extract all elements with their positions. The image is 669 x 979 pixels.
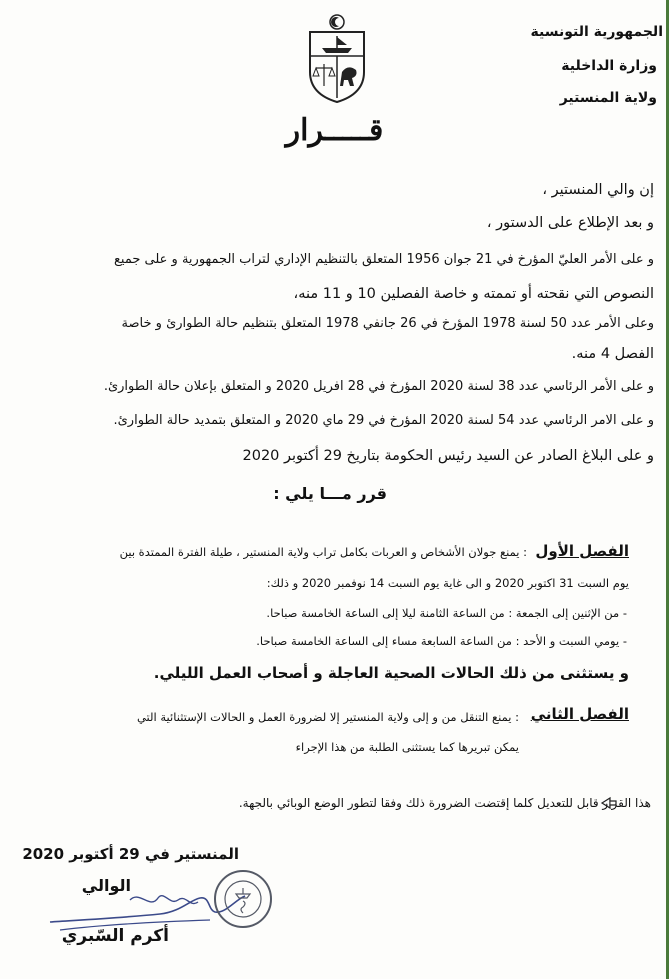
header-ministry: وزارة الداخلية <box>561 58 657 74</box>
preamble-line-3: و على الأمر العليّ المؤرخ في 21 جوان 1956 المتعلق بالتنظيم الإداري لتراب الجمهورية و على جميع <box>114 252 654 267</box>
official-stamp-icon <box>212 868 274 930</box>
article-1-exception: و يستثنى من ذلك الحالات الصحية العاجلة و أصحاب العمل الليلي. <box>153 664 629 682</box>
decree-title: قـــــرار <box>285 113 384 148</box>
header-governorate: ولاية المنستير <box>559 90 657 106</box>
article-1-line-1: : يمنع جولان الأشخاص و العربات بكامل تراب ولاية المنستير ، طيلة الفترة الممتدة بين <box>119 545 527 559</box>
preamble-line-6: الفصل 4 منه. <box>571 346 654 362</box>
article-1-line-3: - من الإثنين إلى الجمعة : من الساعة الثامنة ليلا إلى الساعة الخامسة صباحا. <box>266 606 627 620</box>
pointing-hand-icon <box>600 795 618 811</box>
signature-name: أكرم السّبري <box>61 926 169 946</box>
article-2-line-2: يمكن تبريرها كما يستثنى الطلبة من هذا الإجراء <box>295 740 519 754</box>
decides-heading: قرر مـــا يلي : <box>273 484 387 503</box>
article-1-line-4: - يومي السبت و الأحد : من الساعة السابعة مساء إلى الساعة الخامسة صباحا. <box>256 634 627 648</box>
date-place-line: المنستير في 29 أكتوبر 2020 <box>22 845 239 863</box>
preamble-line-7: و على الأمر الرئاسي عدد 38 لسنة 2020 المؤرخ في 28 افريل 2020 و المتعلق بإعلان حالة الطوارئ. <box>103 379 654 394</box>
preamble-line-4: النصوص التي نقحته أو تممته و خاصة الفصلين 10 و 11 منه، <box>293 286 654 302</box>
signature-role: الوالي <box>81 876 131 895</box>
article-2-label: الفصل الثاني <box>530 705 629 723</box>
tunisia-coat-of-arms-icon <box>302 12 372 104</box>
preamble-line-1: إن والي المنستير ، <box>542 182 654 198</box>
article-2-line-1: : يمنع التنقل من و إلى ولاية المنستير إلا لضرورة العمل و الحالات الإستثنائية التي <box>136 710 519 724</box>
preamble-line-2: و بعد الإطلاع على الدستور ، <box>486 215 654 231</box>
preamble-line-5: وعلى الأمر عدد 50 لسنة 1978 المؤرخ في 26 جانفي 1978 المتعلق بتنظيم حالة الطوارئ و خاصة <box>121 316 654 331</box>
article-1-line-2: يوم السبت 31 اكتوبر 2020 و الى غاية يوم السبت 14 نوفمبر 2020 و ذلك: <box>266 576 629 590</box>
article-1-label: الفصل الأول <box>535 542 629 560</box>
header-republic: الجمهورية التونسية <box>530 24 663 40</box>
preamble-line-9: و على البلاغ الصادر عن السيد رئيس الحكومة بتاريخ 29 أكتوبر 2020 <box>242 448 654 464</box>
amendment-note: هذا القرار قابل للتعديل كلما إقتضت الضرورة ذلك وفقا لتطور الوضع الوبائي بالجهة. <box>238 796 651 810</box>
preamble-line-8: و على الامر الرئاسي عدد 54 لسنة 2020 المؤرخ في 29 ماي 2020 و المتعلق بتمديد حالة الطوارئ. <box>113 413 654 428</box>
